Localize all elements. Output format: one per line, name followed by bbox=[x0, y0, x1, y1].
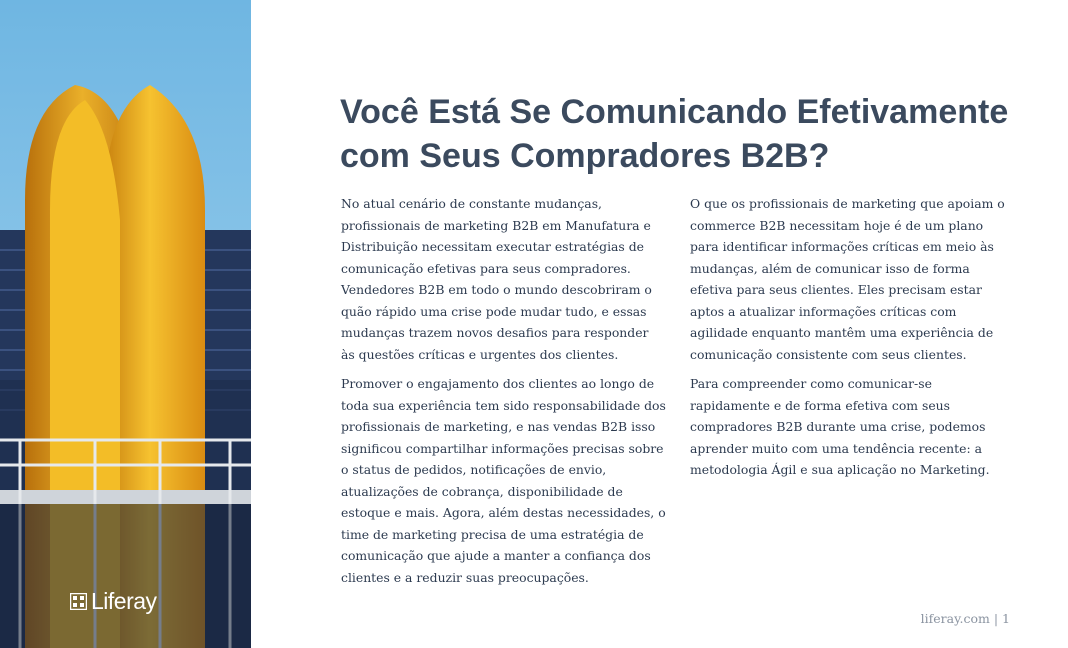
left-text-column bbox=[341, 193, 666, 596]
page-title bbox=[340, 90, 1040, 178]
hero-photo bbox=[0, 0, 251, 648]
paragraph: Para compreender como comunicar-se rapidamente e de forma efetiva com seus compradores B2B durante uma crise, podemos aprender muito com uma tendência recente: a metodologia Ágil e sua aplicação no Marketing. bbox=[690, 376, 990, 477]
paragraph: Promover o engajamento dos clientes ao longo de toda sua experiência tem sido responsabilidade dos profissionais de marketing, e nas vendas B2B isso significou compartilhar informações precisas sobre o status de pedidos, notificações de envio, atualizações de cobrança, disponibilidade de estoque e mais. Agora, além destas necessidades, o time de marketing precisa de uma estratégia de comunicação que ajude a manter a confiança dos clientes e a reduzir suas preocupações. bbox=[341, 376, 666, 585]
industrial-pipes-photo bbox=[0, 0, 251, 648]
right-text-column bbox=[690, 193, 1015, 489]
footer-separator: | bbox=[993, 611, 999, 626]
title-line-2: com Seus Compradores B2B? bbox=[340, 137, 830, 175]
page-number: 1 bbox=[1002, 611, 1010, 626]
footer-site-link[interactable]: liferay.com bbox=[920, 611, 990, 626]
paragraph: O que os profissionais de marketing que apoiam o commerce B2B necessitam hoje é de um plano para identificar informações críticas em meio às mudanças, além de comunicar isso de forma efetiva para seus clientes. Eles precisam estar aptos a atualizar informações críticas com agilidade enquanto mantêm uma experiência de comunicação consistente com seus clientes. bbox=[690, 196, 1005, 362]
liferay-logo[interactable] bbox=[70, 588, 157, 615]
paragraph: No atual cenário de constante mudanças, profissionais de marketing B2B em Manufatura e Distribuição necessitam executar estratégias de comunicação efetivas para seus compradores. Vendedores B2B em todo o mundo descobriram o quão rápido uma crise pode mudar tudo, e essas mudanças trazem novos desafios para responder às questões críticas e urgentes dos clientes. bbox=[341, 196, 652, 362]
title-line-1: Você Está Se Comunicando Efetivamente bbox=[340, 93, 1009, 131]
logo-text: Liferay bbox=[91, 588, 157, 614]
page-footer bbox=[921, 611, 1010, 626]
liferay-logo-icon bbox=[70, 593, 87, 610]
